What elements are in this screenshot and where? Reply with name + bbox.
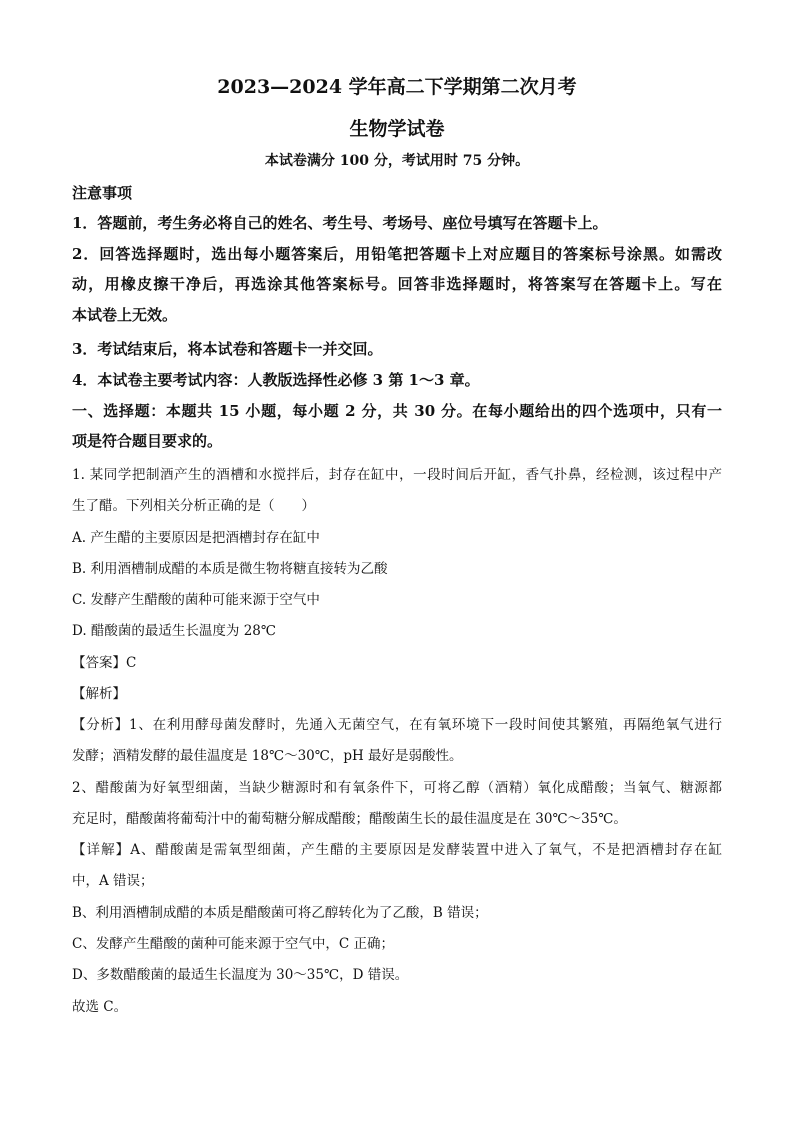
notice-item-4: 4．本试卷主要考试内容：人教版选择性必修 3 第 1～3 章。 [72,371,480,389]
question-1-analysis-line-2: 发酵；酒精发酵的最佳温度是 18℃～30℃，pH 最好是弱酸性。 [72,748,463,764]
question-1-detail-b: B、利用酒槽制成醋的本质是醋酸菌可将乙醇转化为了乙酸，B 错误； [72,905,488,921]
question-1-conclusion: 故选 C。 [72,999,128,1015]
question-1-analysis-line-4: 充足时，醋酸菌将葡萄汁中的葡萄糖分解成醋酸；醋酸菌生长的最佳温度是在 30℃～35℃。 [72,811,627,827]
exam-subtitle: 生物学试卷 [349,118,445,140]
notice-item-2-line-1: 2．回答选择题时，选出每小题答案后，用铅笔把答题卡上对应题目的答案标号涂黑。如需改 [72,245,722,263]
question-1-analysis-line-1: 【分析】1、在利用酵母菌发酵时，先通入无菌空气，在有氧环境下一段时间使其繁殖，再隔绝氧气进行 [72,717,722,733]
question-1-stem-line-1: 1. 某同学把制酒产生的酒槽和水搅拌后，封存在缸中，一段时间后开缸，香气扑鼻，经检测，该过程中产 [72,467,722,483]
question-1-stem-line-2: 生了醋。下列相关分析正确的是（ ） [72,498,315,514]
question-1-analysis-line-3: 2、醋酸菌为好氧型细菌，当缺少糖源时和有氧条件下，可将乙醇（酒精）氧化成醋酸；当氧气、糖源都 [72,780,722,796]
question-1-option-d: D. 醋酸菌的最适生长温度为 28℃ [72,623,276,639]
notice-item-2-line-3: 本试卷上无效。 [72,306,178,324]
question-1-detail-c: C、发酵产生醋酸的菌种可能来源于空气中，C 正确； [72,936,394,952]
question-1-detail-line-1: 【详解】A、醋酸菌是需氧型细菌，产生醋的主要原因是发酵装置中进入了氧气，不是把酒槽封存在缸 [72,842,722,858]
section-1-heading-line-2: 项是符合题目要求的。 [72,432,223,450]
section-1-heading-line-1: 一、选择题：本题共 15 小题，每小题 2 分，共 30 分。在每小题给出的四个选项中，只有一 [72,402,722,420]
question-1-option-b: B. 利用酒槽制成醋的本质是微生物将糖直接转为乙酸 [72,561,388,577]
notice-item-1: 1．答题前，考生务必将自己的姓名、考生号、考场号、座位号填写在答题卡上。 [72,214,608,232]
question-1-detail-line-2: 中，A 错误； [72,873,154,889]
exam-title: 2023—2024 学年高二下学期第二次月考 [217,76,577,98]
exam-meta: 本试卷满分 100 分，考试用时 75 分钟。 [264,153,530,169]
question-1-answer: 【答案】C [72,655,137,671]
question-1-detail-d: D、多数醋酸菌的最适生长温度为 30～35℃，D 错误。 [72,967,409,983]
notice-item-3: 3．考试结束后，将本试卷和答题卡一并交回。 [72,340,383,358]
notice-item-2-line-2: 动，用橡皮擦干净后，再选涂其他答案标号。回答非选择题时，将答案写在答题卡上。写在 [72,275,722,293]
notice-heading: 注意事项 [72,184,133,202]
question-1-analysis-heading: 【解析】 [72,686,126,702]
question-1-option-a: A. 产生醋的主要原因是把酒槽封存在缸中 [72,530,320,546]
question-1-option-c: C. 发酵产生醋酸的菌种可能来源于空气中 [72,592,320,608]
